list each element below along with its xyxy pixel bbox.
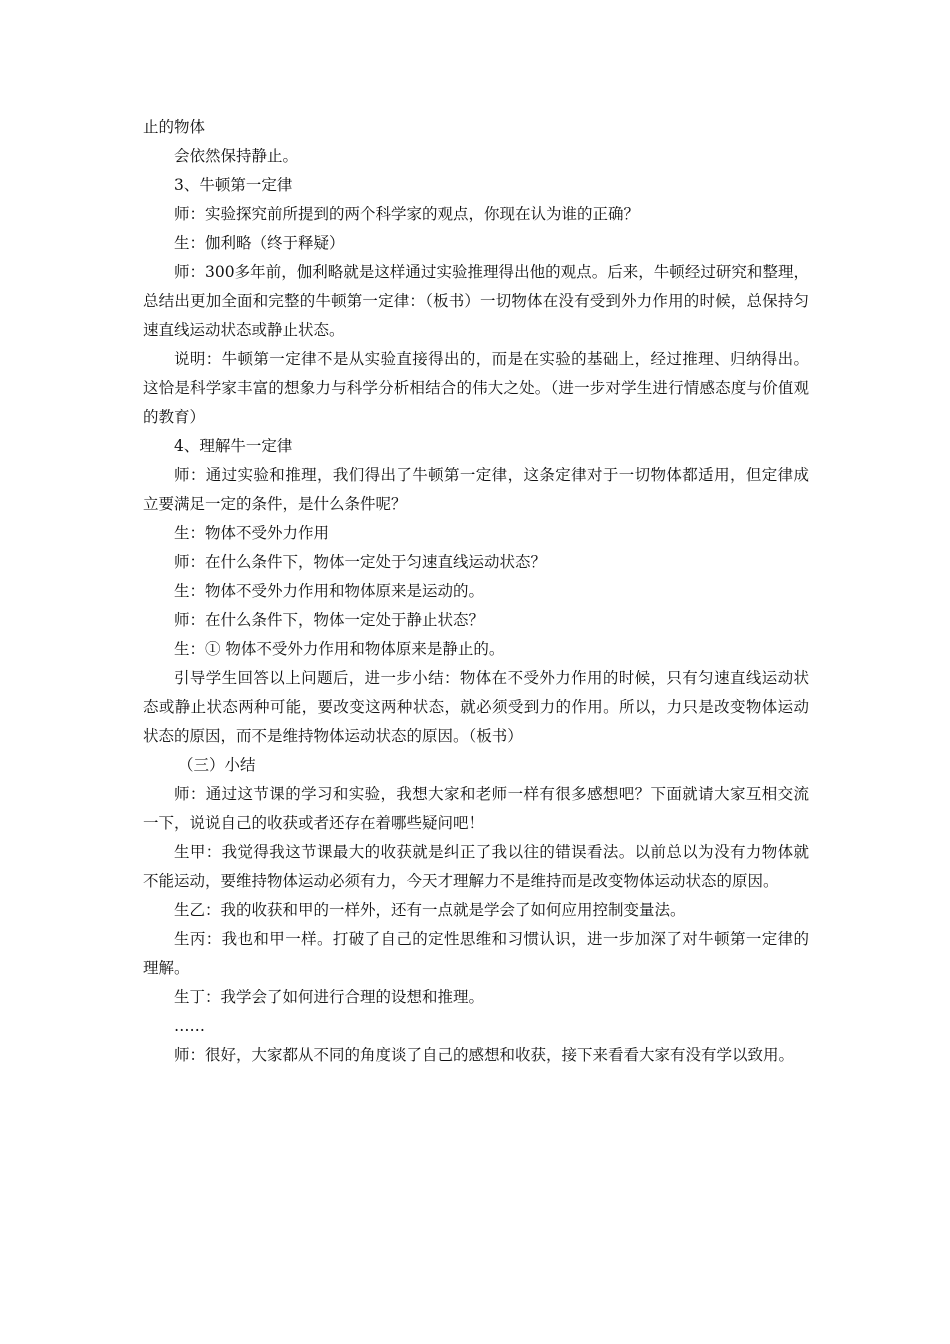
paragraph-teacher: 师：很好，大家都从不同的角度谈了自己的感想和收获，接下来看看大家有没有学以致用。 xyxy=(174,1046,795,1064)
paragraph-student: 生乙：我的收获和甲的一样外，还有一点就是学会了如何应用控制变量法。 xyxy=(174,901,686,919)
paragraph: 会依然保持静止。 xyxy=(174,147,299,165)
ellipsis: …… xyxy=(174,1017,205,1035)
paragraph-summary: 引导学生回答以上问题后，进一步小结：物体在不受外力作用的时候，只有匀速直线运动状态或静止状态两种可能，要改变这两种状态，就必须受到力的作用。所以，力只是改变物体运动状态的原因，而不是维持物体运动状态的原因。（板书） xyxy=(143,669,809,745)
paragraph-note: 说明：牛顿第一定律不是从实验直接得出的，而是在实验的基础上，经过推理、归纳得出。这恰是科学家丰富的想象力与科学分析相结合的伟大之处。（进一步对学生进行情感态度与价值观的教育） xyxy=(143,350,809,426)
paragraph-student: 生丙：我也和甲一样。打破了自己的定性思维和习惯认识，进一步加深了对牛顿第一定律的理解。 xyxy=(143,930,809,977)
paragraph-student: 生：物体不受外力作用 xyxy=(174,524,330,542)
paragraph-student: 生：伽利略（终于释疑） xyxy=(174,234,345,252)
paragraph-teacher: 师：在什么条件下，物体一定处于静止状态？ xyxy=(174,611,485,629)
paragraph-teacher: 师：通过实验和推理，我们得出了牛顿第一定律，这条定律对于一切物体都适用，但定律成立要满足一定的条件，是什么条件呢？ xyxy=(143,466,809,513)
paragraph-student: 生：物体不受外力作用和物体原来是运动的。 xyxy=(174,582,485,600)
paragraph-teacher: 师：300多年前，伽利略就是这样通过实验推理得出他的观点。后来，牛顿经过研究和整理，总结出更加全面和完整的牛顿第一定律：（板书）一切物体在没有受到外力作用的时候，总保持匀速直线运动状态或静止状态。 xyxy=(143,263,809,339)
paragraph-teacher: 师：在什么条件下，物体一定处于匀速直线运动状态？ xyxy=(174,553,547,571)
paragraph-continuation: 止的物体 xyxy=(143,118,206,136)
section-heading: 4、理解牛一定律 xyxy=(174,437,293,455)
document-body xyxy=(143,113,809,1070)
section-heading: （三）小结 xyxy=(178,756,256,774)
paragraph-student: 生甲：我觉得我这节课最大的收获就是纠正了我以往的错误看法。以前总以为没有力物体就不能运动，要维持物体运动必须有力，今天才理解力不是维持而是改变物体运动状态的原因。 xyxy=(143,843,809,890)
section-heading: 3、牛顿第一定律 xyxy=(174,176,293,194)
paragraph-teacher: 师：实验探究前所提到的两个科学家的观点，你现在认为谁的正确？ xyxy=(174,205,640,223)
paragraph-student: 生丁：我学会了如何进行合理的设想和推理。 xyxy=(174,988,485,1006)
paragraph-student: 生：① 物体不受外力作用和物体原来是静止的。 xyxy=(174,640,505,658)
paragraph-teacher: 师：通过这节课的学习和实验，我想大家和老师一样有很多感想吧？下面就请大家互相交流一下，说说自己的收获或者还存在着哪些疑问吧！ xyxy=(143,785,809,832)
